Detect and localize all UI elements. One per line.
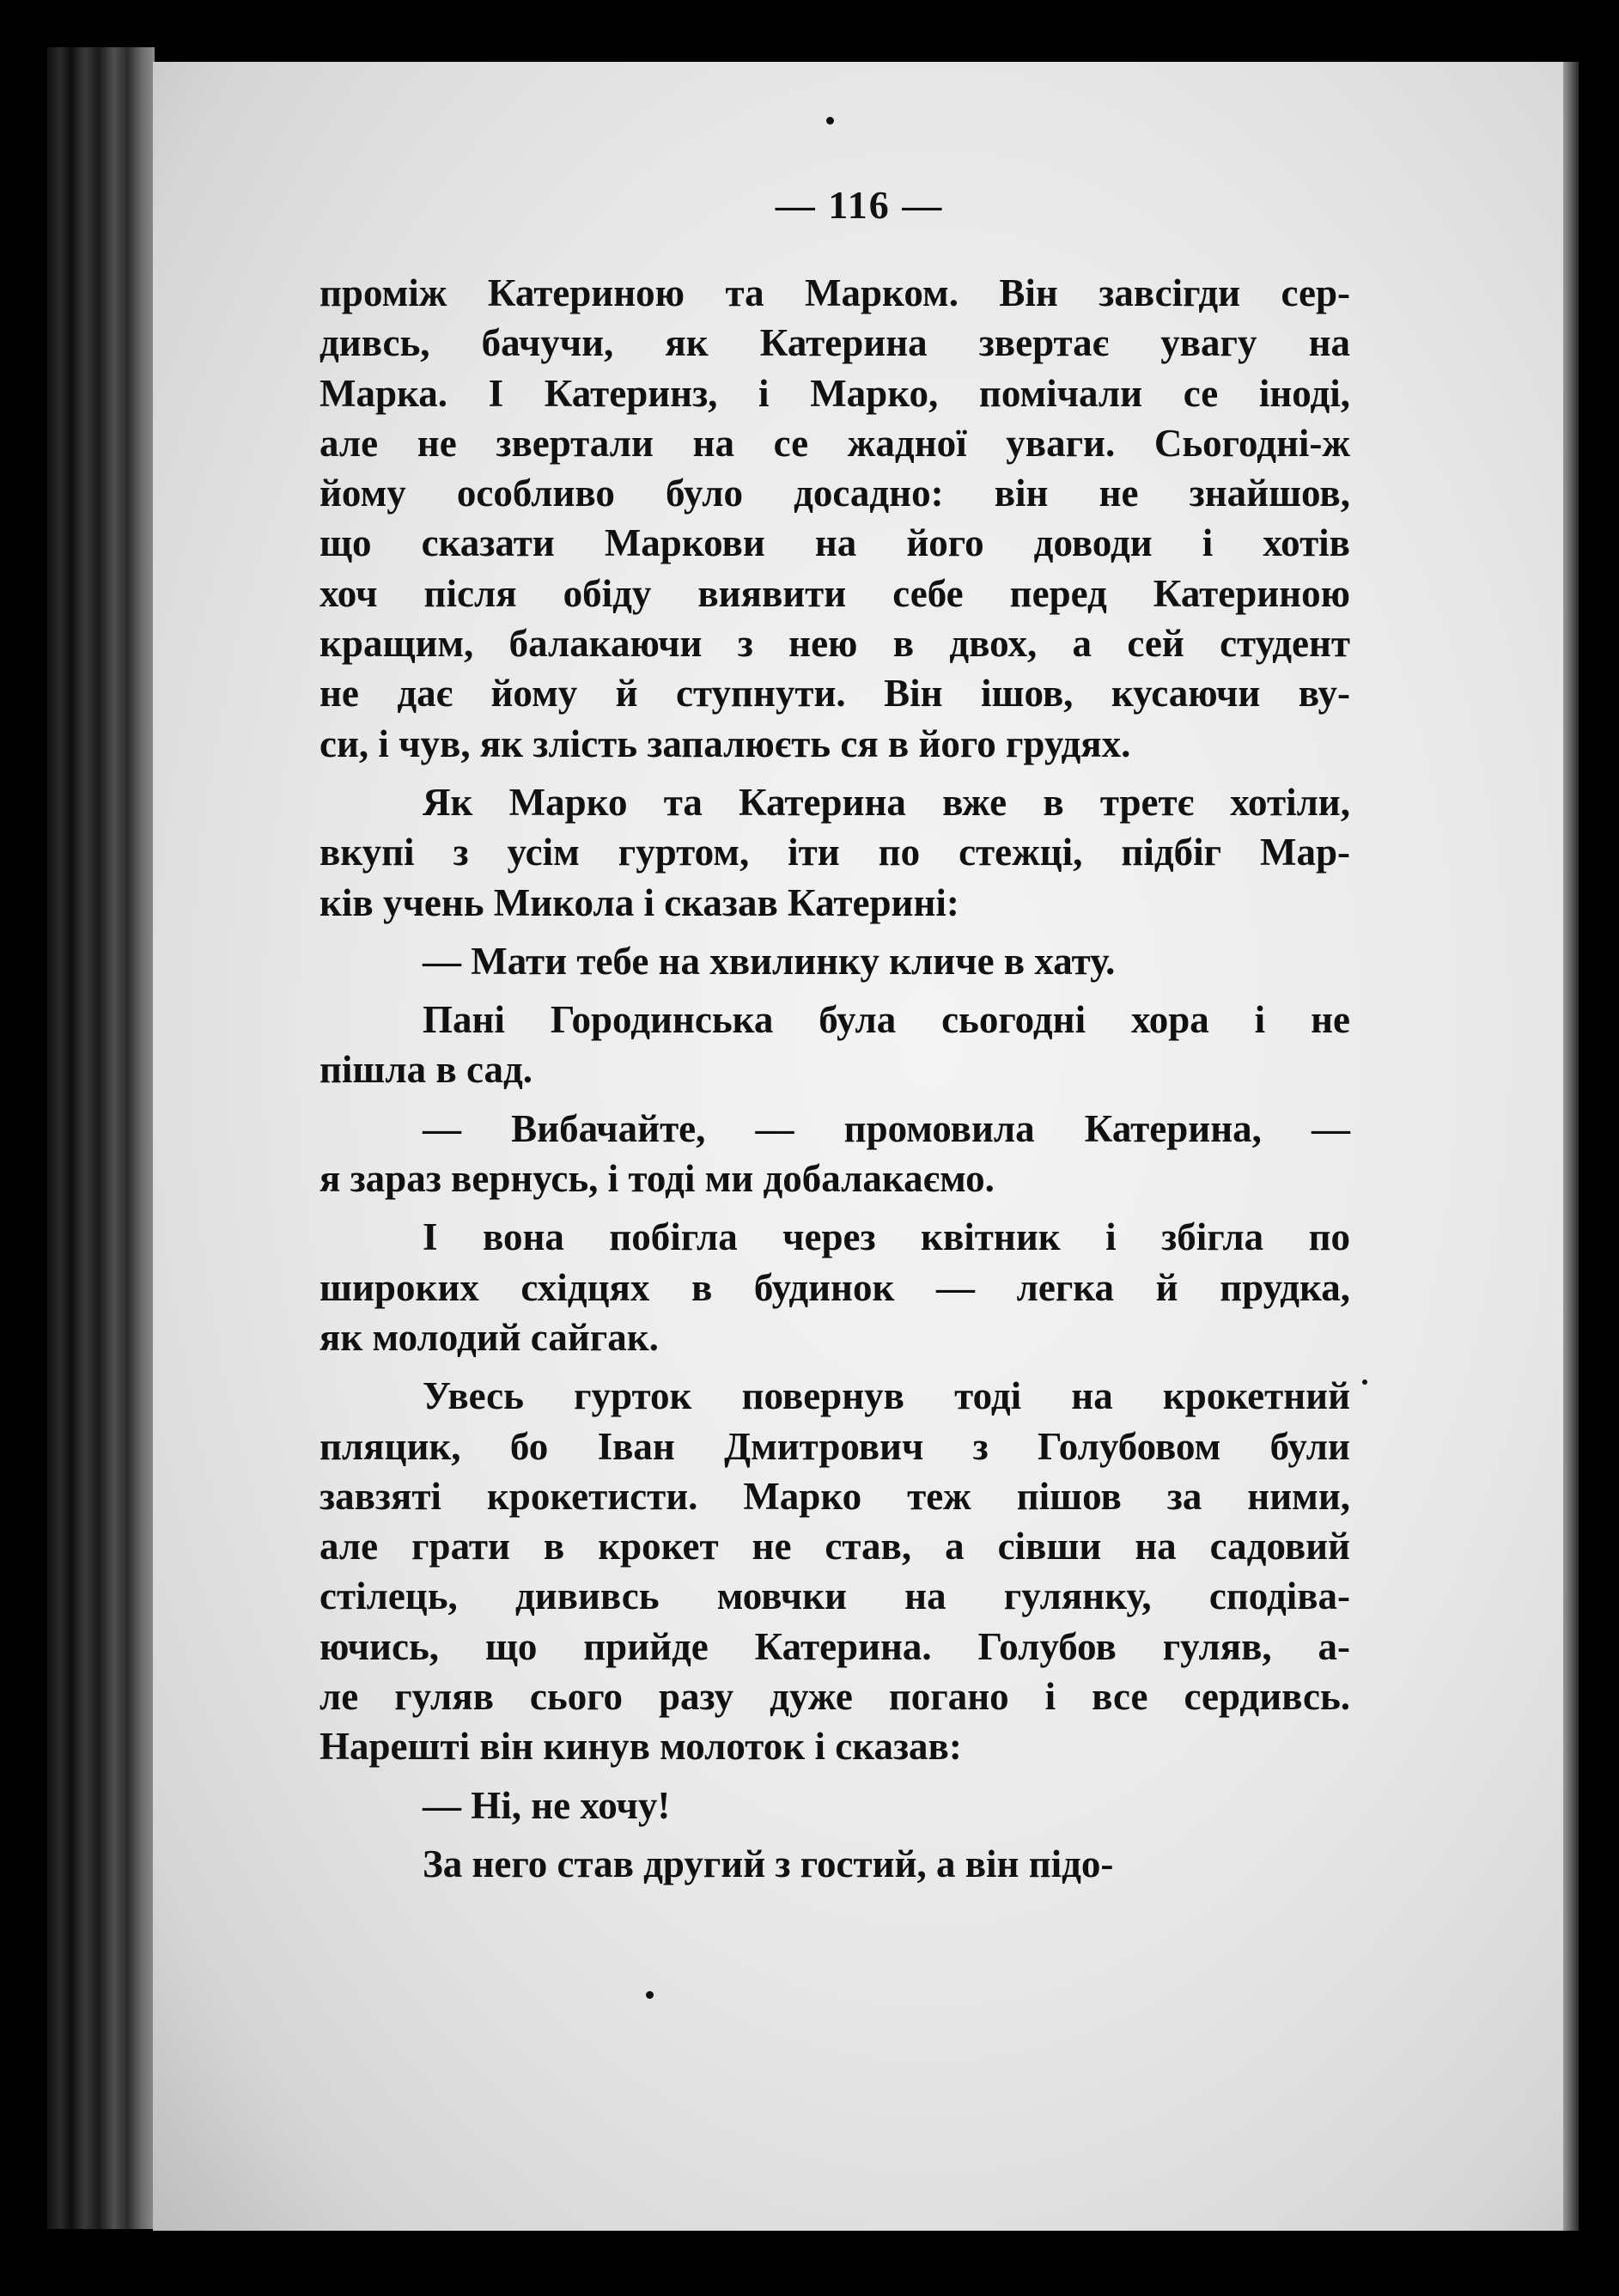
- text-line: Нарешті він кинув молоток і сказав:: [320, 1725, 962, 1769]
- text-line: стілець, дививсь мовчки на гулянку, сподіва-: [320, 1574, 1350, 1618]
- text-line: кращим, балакаючи з нею в двох, а сей студент: [320, 622, 1350, 666]
- text-line: але не звертали на се жадної уваги. Сьогодні-ж: [320, 421, 1350, 465]
- paragraph-gap: [320, 1772, 1350, 1781]
- paragraph-gap: [320, 1203, 1350, 1212]
- text-line: Марка. І Катеринз, і Марко, помічали се іноді,: [320, 371, 1350, 415]
- paragraph-gap: [320, 1362, 1350, 1371]
- text-line: я зараз вернусь, і тоді ми добалакаємо.: [320, 1157, 995, 1201]
- book-binding: [47, 47, 155, 2229]
- ink-speck: [1362, 1379, 1367, 1385]
- body-text: [320, 268, 1350, 1889]
- paragraph-gap: [320, 928, 1350, 936]
- paragraph: [320, 1839, 1350, 1889]
- paragraph-gap: [320, 1830, 1350, 1839]
- text-line: йому особливо було досадно: він не знайшов,: [320, 472, 1350, 515]
- text-line: — Вибачайте, — промовила Катерина, —: [423, 1106, 1350, 1150]
- text-line: широких східцях в будинок — легка й прудка,: [320, 1265, 1350, 1309]
- paragraph: [320, 1371, 1350, 1771]
- text-line: Пані Городинська була сьогодні хора і не: [423, 998, 1350, 1042]
- text-line: вкупі з усім гуртом, іти по стежці, підбіг Мар-: [320, 831, 1350, 874]
- text-line: проміж Катериною та Марком. Він завсігди сер-: [320, 271, 1350, 314]
- text-line: ків учень Микола і сказав Катерині:: [320, 880, 959, 924]
- text-line: пляцик, бо Іван Дмитрович з Голубовом були: [320, 1424, 1350, 1468]
- text-line: не дає йому й ступнути. Він ішов, кусаючи ву-: [320, 672, 1350, 716]
- text-line: як молодий сайгак.: [320, 1315, 659, 1359]
- paragraph: [320, 1104, 1350, 1204]
- text-line: пішла в сад.: [320, 1048, 533, 1092]
- text-line: За него став другий з гостий, а він підо-: [423, 1842, 1114, 1885]
- page-number: — 116 —: [775, 183, 944, 227]
- text-line: ючись, що прийде Катерина. Голубов гуляв, а-: [320, 1624, 1350, 1668]
- text-line: си, і чув, як злість запалюєть ся в його грудях.: [320, 722, 1131, 765]
- text-line: хоч після обіду виявити себе перед Катериною: [320, 571, 1350, 615]
- paragraph-gap: [320, 1095, 1350, 1104]
- text-line: — Мати тебе на хвилинку кличе в хату.: [423, 939, 1116, 983]
- page-edge: [1563, 62, 1579, 2231]
- text-line: дивсь, бачучи, як Катерина звертає увагу на: [320, 321, 1350, 365]
- paragraph: [320, 936, 1350, 986]
- paragraph-gap: [320, 986, 1350, 995]
- ink-speck: [826, 117, 834, 125]
- text-line: завзяті крокетисти. Марко теж пішов за ними,: [320, 1474, 1350, 1518]
- text-line: ле гуляв сього разу дуже погано і все сердивсь.: [320, 1675, 1350, 1719]
- text-line: Увесь гурток повернув тоді на крокетний: [423, 1374, 1350, 1418]
- paragraph: [320, 1781, 1350, 1830]
- paragraph: [320, 268, 1350, 769]
- paragraph: [320, 1212, 1350, 1362]
- text-line: — Ні, не хочу!: [423, 1783, 671, 1827]
- text-line: але грати в крокет не став, а сівши на садовий: [320, 1525, 1350, 1568]
- text-line: Як Марко та Катерина вже в третє хотіли,: [423, 780, 1350, 824]
- text-line: що сказати Маркови на його доводи і хотів: [320, 521, 1350, 565]
- paragraph: [320, 995, 1350, 1095]
- paragraph: [320, 777, 1350, 928]
- text-line: І вона побігла через квітник і збігла по: [423, 1215, 1350, 1259]
- ink-speck: [646, 1991, 654, 1999]
- paragraph-gap: [320, 769, 1350, 777]
